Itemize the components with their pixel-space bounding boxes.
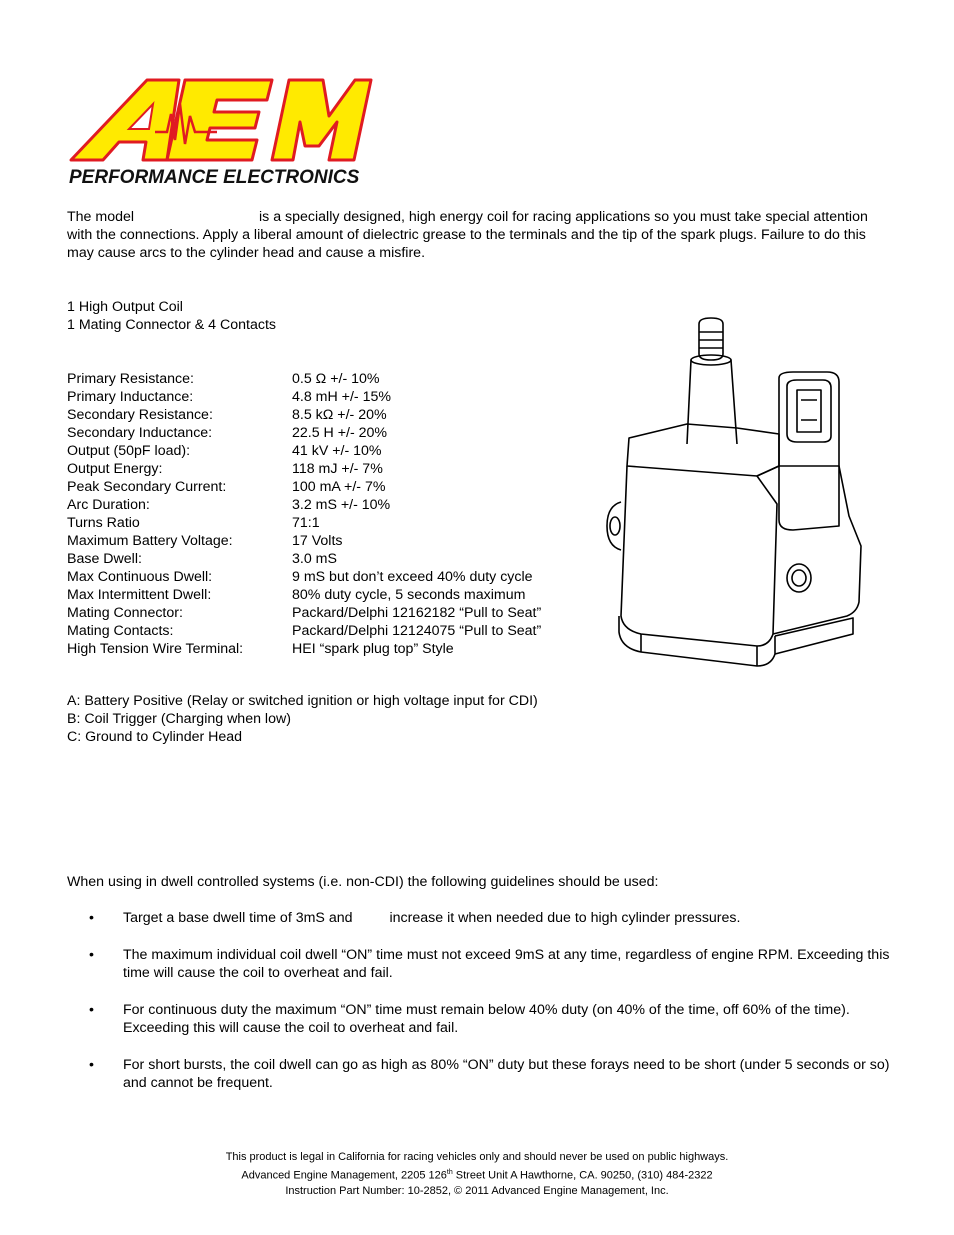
intro-after: is a specially designed, high energy coil for racing applications so you must take special attention with the connections. Apply a liberal amount of dielectric grease to the terminals and the tip of the spark plugs. Failure to do this may cause arcs to the cylinder head and cause a misfire. — [67, 209, 868, 261]
ignition-coil-illustration — [597, 316, 869, 674]
spec-label: Primary Inductance: — [67, 389, 194, 405]
spec-label: Arc Duration: — [67, 497, 150, 513]
spec-row — [67, 406, 541, 424]
guideline-text: For short bursts, the coil dwell can go as high as 80% “ON” duty but these forays need to be short (under 5 seconds or so) and cannot be frequent. — [123, 1057, 890, 1091]
spec-value: 80% duty cycle, 5 seconds maximum — [292, 587, 526, 603]
guideline-text-part: increase it when needed due to high cylinder pressures. — [389, 910, 741, 926]
address-ordinal: th — [446, 1169, 453, 1176]
spec-value: 8.5 kΩ +/- 20% — [292, 407, 387, 423]
bullet-icon: • — [89, 910, 94, 926]
spec-value: 100 mA +/- 7% — [292, 479, 386, 495]
intro-paragraph — [67, 208, 887, 262]
address-part: Advanced Engine Management, 2205 126 — [241, 1169, 447, 1182]
bullet-icon: • — [89, 947, 94, 963]
spec-value: Packard/Delphi 12124075 “Pull to Seat” — [292, 623, 542, 639]
spec-row — [67, 622, 541, 640]
spec-value: 71:1 — [292, 515, 320, 531]
bullet-icon: • — [89, 1002, 94, 1018]
guideline-text: The maximum individual coil dwell “ON” time must not exceed 9mS at any time, regardless of engine RPM. Exceeding this time will cause the coil to overheat and fail. — [123, 947, 890, 981]
spec-row — [67, 532, 541, 550]
spec-row — [67, 424, 541, 442]
guidelines-list — [67, 909, 897, 1111]
spec-label: Base Dwell: — [67, 551, 142, 567]
guideline-item — [67, 946, 897, 982]
guideline-text: For continuous duty the maximum “ON” time must remain below 40% duty (on 40% of the time, off 60% of the time). Exceeding this will cause the coil to overheat and fail. — [123, 1002, 850, 1036]
spec-label: High Tension Wire Terminal: — [67, 641, 244, 657]
spec-value: 9 mS but don’t exceed 40% duty cycle — [292, 569, 533, 585]
spec-value: HEI “spark plug top” Style — [292, 641, 454, 657]
kit-item: 1 High Output Coil — [67, 299, 183, 315]
pin-a: A: Battery Positive (Relay or switched ignition or high voltage input for CDI) — [67, 693, 538, 709]
spec-row — [67, 460, 541, 478]
spec-label: Turns Ratio — [67, 515, 140, 531]
spec-value: 4.8 mH +/- 15% — [292, 389, 391, 405]
spec-value: 0.5 Ω +/- 10% — [292, 371, 380, 387]
spec-label: Secondary Resistance: — [67, 407, 213, 423]
coil-drawing — [597, 316, 869, 674]
aem-letters — [71, 80, 371, 160]
kit-item: 1 Mating Connector & 4 Contacts — [67, 317, 276, 333]
pin-b: B: Coil Trigger (Charging when low) — [67, 711, 291, 727]
spec-row — [67, 478, 541, 496]
spec-value: 3.0 mS — [292, 551, 337, 567]
spec-label: Secondary Inductance: — [67, 425, 213, 441]
spec-label: Primary Resistance: — [67, 371, 194, 387]
logo-tagline: PERFORMANCE ELECTRONICS — [69, 167, 360, 188]
part-number-copyright: Instruction Part Number: 10-2852, © 2011 Advanced Engine Management, Inc. — [285, 1184, 669, 1197]
page-footer — [0, 1150, 954, 1199]
address-part: Street Unit A Hawthorne, CA. 90250, (310) 484-2322 — [452, 1169, 713, 1182]
guideline-item — [67, 1056, 897, 1092]
guideline-text-part: Target a base dwell time of 3mS and — [123, 910, 353, 926]
spec-row — [67, 496, 541, 514]
aem-logo-graphic — [67, 74, 377, 190]
spec-row — [67, 640, 541, 658]
spec-row — [67, 550, 541, 568]
spec-label: Max Intermittent Dwell: — [67, 587, 212, 603]
guideline-item — [67, 909, 897, 927]
spec-label: Max Continuous Dwell: — [67, 569, 213, 585]
spec-label: Maximum Battery Voltage: — [67, 533, 233, 549]
guideline-item — [67, 1001, 897, 1037]
kit-contents — [67, 298, 276, 334]
aem-logo — [67, 74, 377, 190]
spec-value: 118 mJ +/- 7% — [292, 461, 383, 477]
specifications-table — [67, 370, 541, 658]
spec-row — [67, 586, 541, 604]
spec-label: Mating Contacts: — [67, 623, 174, 639]
spec-label: Mating Connector: — [67, 605, 183, 621]
spec-label: Output (50pF load): — [67, 443, 191, 459]
spec-row — [67, 370, 541, 388]
spec-value: Packard/Delphi 12162182 “Pull to Seat” — [292, 605, 542, 621]
spec-row — [67, 568, 541, 586]
spec-value: 41 kV +/- 10% — [292, 443, 382, 459]
spec-row — [67, 514, 541, 532]
intro-before: The model — [67, 209, 135, 225]
spec-label: Output Energy: — [67, 461, 163, 477]
pinout-list — [67, 692, 538, 746]
spec-row — [67, 442, 541, 460]
company-address — [0, 1165, 954, 1184]
spec-value: 3.2 mS +/- 10% — [292, 497, 391, 513]
spec-label: Peak Secondary Current: — [67, 479, 227, 495]
guidelines-intro: When using in dwell controlled systems (i.e. non-CDI) the following guidelines should be used: — [67, 874, 659, 890]
legal-notice: This product is legal in California for racing vehicles only and should never be used on public highways. — [225, 1151, 729, 1163]
spec-value: 22.5 H +/- 20% — [292, 425, 388, 441]
pin-c: C: Ground to Cylinder Head — [67, 729, 243, 745]
spec-row — [67, 604, 541, 622]
bullet-icon: • — [89, 1057, 94, 1073]
spec-row — [67, 388, 541, 406]
spec-value: 17 Volts — [292, 533, 343, 549]
